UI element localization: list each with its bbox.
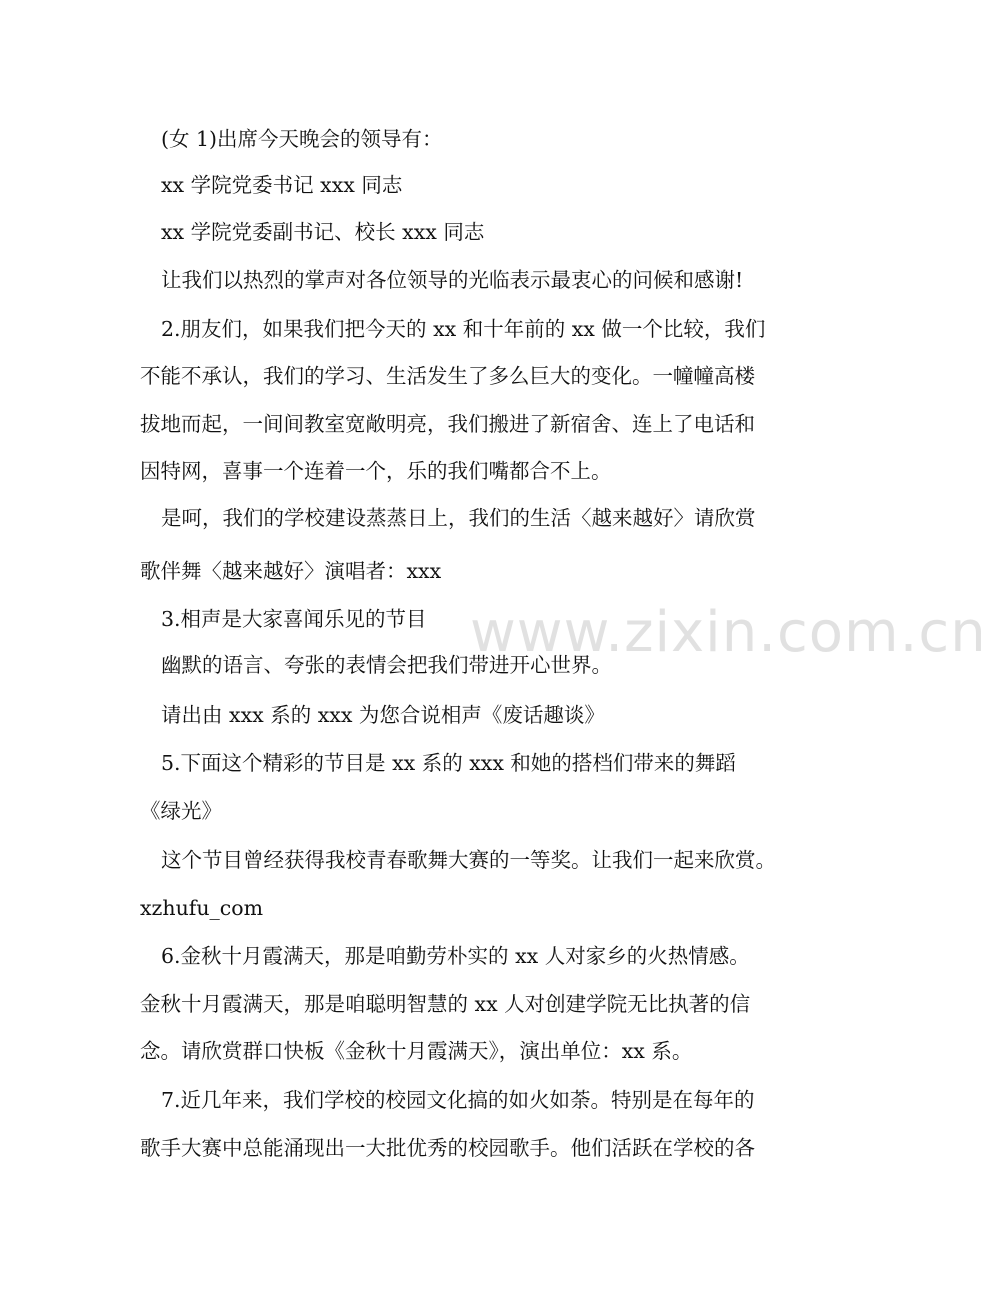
watermark: www.zixin.com.cn [470, 600, 987, 665]
text-line: (女 1)出席今天晚会的领导有： [161, 127, 443, 151]
text-line: 7.近几年来，我们学校的校园文化搞的如火如荼。特别是在每年的 [161, 1088, 755, 1112]
text-line: 金秋十月霞满天，那是咱聪明智慧的 xx 人对创建学院无比执著的信 [140, 992, 751, 1016]
text-line: 念。请欣赏群口快板《金秋十月霞满天》，演出单位：xx 系。 [140, 1039, 693, 1063]
text-line: 让我们以热烈的掌声对各位领导的光临表示最衷心的问候和感谢! [161, 268, 744, 292]
text-line: xzhufu_com [140, 896, 264, 920]
text-line: 《绿光》 [140, 799, 222, 823]
text-line: 拔地而起，一间间教室宽敞明亮，我们搬进了新宿舍、连上了电话和 [140, 412, 755, 436]
text-line: 幽默的语言、夸张的表情会把我们带进开心世界。 [161, 653, 612, 677]
text-line: 3.相声是大家喜闻乐见的节目 [161, 607, 427, 631]
text-line: 2.朋友们，如果我们把今天的 xx 和十年前的 xx 做一个比较，我们 [161, 317, 766, 341]
text-line: 这个节目曾经获得我校青春歌舞大赛的一等奖。让我们一起来欣赏。 [161, 848, 776, 872]
text-line: 不能不承认，我们的学习、生活发生了多么巨大的变化。一幢幢高楼 [140, 364, 755, 388]
text-line: 因特网，喜事一个连着一个，乐的我们嘴都合不上。 [140, 459, 612, 483]
text-line: 请出由 xxx 系的 xxx 为您合说相声《废话趣谈》 [161, 703, 605, 727]
text-line: xx 学院党委书记 xxx 同志 [161, 173, 403, 197]
text-line: 5.下面这个精彩的节目是 xx 系的 xxx 和她的搭档们带来的舞蹈 [161, 751, 736, 775]
text-line: 是呵，我们的学校建设蒸蒸日上，我们的生活〈越来越好〉请欣赏 [161, 506, 756, 530]
text-line: 歌伴舞〈越来越好〉演唱者：xxx [140, 559, 442, 583]
text-line: 6.金秋十月霞满天，那是咱勤劳朴实的 xx 人对家乡的火热情感。 [161, 944, 750, 968]
text-line: 歌手大赛中总能涌现出一大批优秀的校园歌手。他们活跃在学校的各 [140, 1136, 755, 1160]
text-line: xx 学院党委副书记、校长 xxx 同志 [161, 220, 485, 244]
